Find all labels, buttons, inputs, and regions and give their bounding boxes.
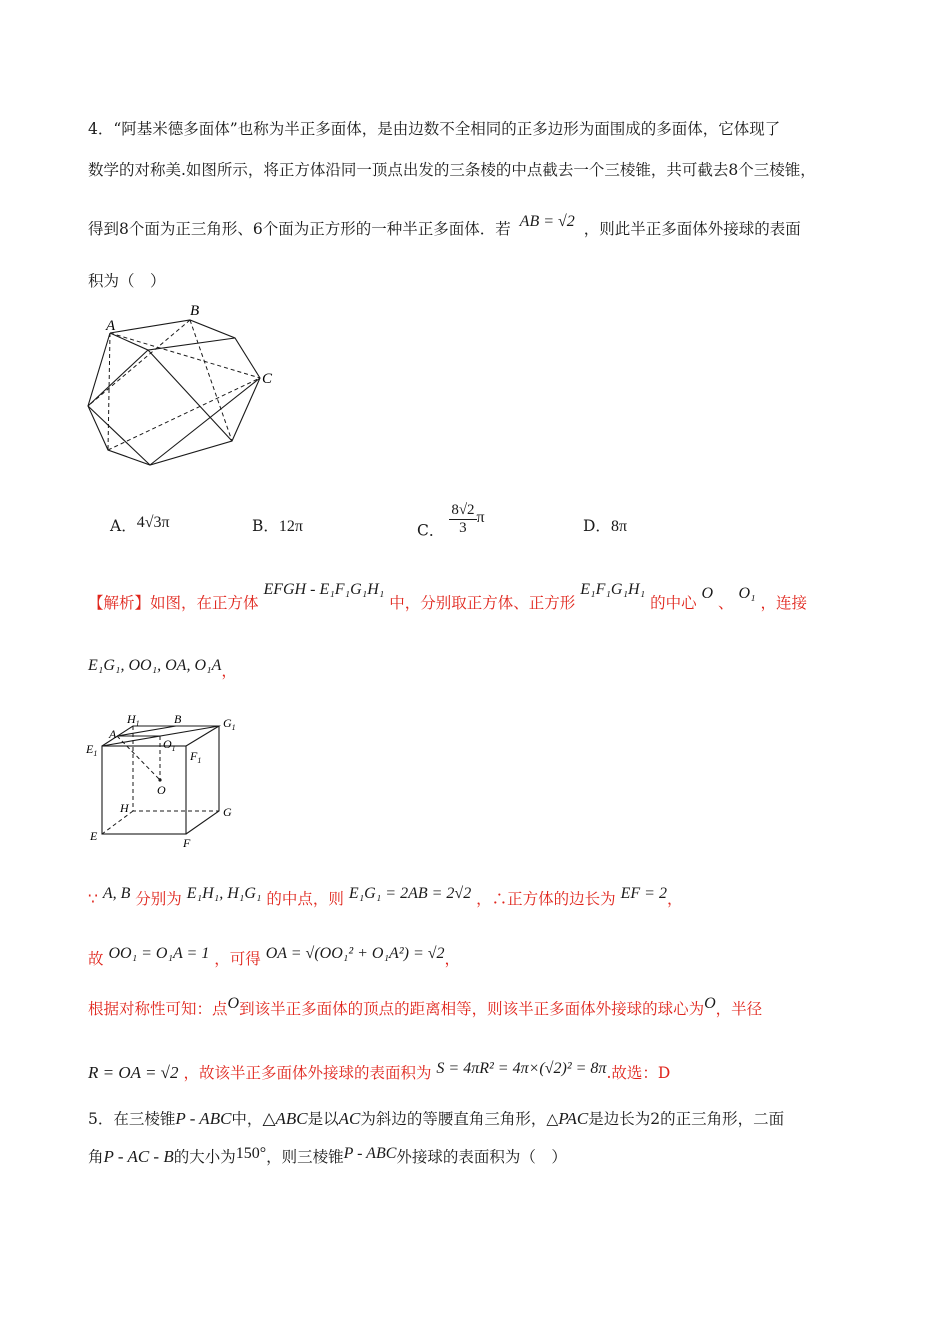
label-h: H <box>120 801 129 815</box>
math-o1: O₁ <box>738 585 756 602</box>
math-radius: R = OA = √2 <box>88 1063 179 1082</box>
q5-line-1 <box>88 1108 784 1130</box>
polyhedron-outline <box>88 320 260 465</box>
q5-text: 中， <box>231 1110 263 1128</box>
choice-b-key: B． <box>252 517 279 535</box>
choice-a-value: 4√3π <box>136 514 170 531</box>
math-o: O <box>704 995 716 1012</box>
solution-text: 根据对称性可知：点 <box>88 1000 228 1018</box>
q4-condition-math: AB = √2 <box>519 213 575 230</box>
polyhedron-edge <box>150 378 260 465</box>
label-e1: $E_1$ <box>86 742 98 758</box>
choice-a[interactable] <box>110 514 170 536</box>
q5-text: 角 <box>88 1148 104 1166</box>
polyhedron-figure <box>80 298 290 473</box>
solution-text: 故 <box>88 950 104 968</box>
solution-text: ，∴正方体的边长为 <box>476 890 616 908</box>
point-o <box>158 778 161 781</box>
choice-c-key: C． <box>417 521 445 540</box>
label-g: G <box>223 805 232 819</box>
label-f: F <box>183 836 191 850</box>
label-h1: $H_1$ <box>127 712 140 728</box>
math-oo1: OO₁ = O₁A = 1 <box>108 945 210 962</box>
q4-text: 得到8个面为正三角形、6个面为正方形的一种半正多面体．若 <box>88 220 511 238</box>
choice-c[interactable] <box>417 502 485 549</box>
polyhedron-edge <box>88 406 150 465</box>
cube-front-face <box>102 746 186 834</box>
choice-b-value: 12π <box>278 518 303 535</box>
math-ab: A, B <box>102 885 131 902</box>
choice-a-key: A． <box>110 517 137 535</box>
math-ef: EF = 2 <box>620 885 667 902</box>
label-a: A <box>109 727 117 741</box>
solution-text: ，可得 <box>214 950 261 968</box>
solution-text: ，故该半正多面体外接球的表面积为 <box>183 1064 432 1082</box>
q5-line-2 <box>88 1146 567 1169</box>
fraction-denominator: 3 <box>459 520 467 536</box>
choice-b[interactable] <box>252 514 303 536</box>
q5-text: 是以 <box>307 1110 339 1128</box>
q5-text: 是边长为2的正三角形，二面 <box>588 1110 785 1128</box>
choice-d-value: 8π <box>610 518 628 535</box>
solution-text: 中，分别取正方体、正方形 <box>389 594 576 612</box>
fraction-numerator: 8√2 <box>451 502 475 518</box>
solution-text: ， <box>666 890 683 908</box>
label-c: C <box>262 371 273 387</box>
q4-line-3 <box>88 213 801 241</box>
choice-c-pi: π <box>476 508 485 526</box>
math-ac: AC <box>338 1109 361 1128</box>
math-o: O <box>227 995 240 1012</box>
solution-text: ，半径 <box>715 1000 763 1018</box>
q5-text: 外接球的表面积为（ ） <box>396 1148 567 1166</box>
q5-text: 为斜边的等腰直角三角形，△ <box>360 1110 559 1128</box>
polyhedron-front-edges <box>110 333 235 350</box>
label-g1: $G_1$ <box>223 716 236 732</box>
math-pabc: P - ABC <box>175 1109 232 1128</box>
math-e1g1: E₁G₁ = 2AB = 2√2 <box>348 885 472 902</box>
math-o: O <box>701 585 714 602</box>
solution-text: 到该半正多面体的顶点的距离相等，则该半正多面体外接球的球心为 <box>239 1000 705 1018</box>
solution-answer: .故选：D <box>606 1064 671 1082</box>
math-face: E₁F₁G₁H₁ <box>580 581 646 598</box>
solution-text: ，连接 <box>760 594 808 612</box>
solution-text: 的中点，则 <box>266 890 344 908</box>
label-b: B <box>174 712 182 726</box>
choice-d[interactable] <box>583 514 627 536</box>
math-150-degrees: 150° <box>235 1145 267 1162</box>
polyhedron-hidden-edge <box>110 333 260 378</box>
label-a: A <box>106 318 116 334</box>
q5-text: 5．在三棱锥 <box>88 1110 176 1128</box>
q4-line-2: 数学的对称美.如图所示，将正方体沿同一顶点出发的三条棱的中点截去一个三棱锥，共可截去8个三棱锥， <box>88 161 816 179</box>
solution-text: ， <box>221 662 237 680</box>
solution-text: ， <box>444 950 461 968</box>
math-dihedral-angle: P - AC - B <box>103 1147 174 1166</box>
segment-oa <box>117 736 160 780</box>
label-f1: $F_1$ <box>190 749 202 765</box>
polyhedron-edge <box>148 350 232 441</box>
label-o: O <box>157 783 166 797</box>
math-cube: EFGH - E₁F₁G₁H₁ <box>263 581 385 598</box>
solution-line-1 <box>88 581 808 615</box>
math-oa: OA = √(OO₁² + O₁A²) = √2 <box>265 945 445 962</box>
math-pac: PAC <box>558 1109 589 1128</box>
math-surface-area: S = 4πR² = 4π×(√2)² = 8π <box>436 1060 607 1077</box>
math-segments: E₁G₁, OO₁, OA, O₁A <box>88 657 222 674</box>
because-symbol: ∵ <box>88 890 98 908</box>
polyhedron-hidden-edge <box>108 333 110 450</box>
solution-text: 、 <box>718 594 734 612</box>
cube-right-back <box>186 726 219 834</box>
polyhedron-hidden-edge <box>88 320 190 406</box>
label-e: E <box>90 829 98 843</box>
math-edges: E₁H₁, H₁G₁ <box>186 885 262 902</box>
solution-text: 的中心 <box>650 594 697 612</box>
choice-c-fraction <box>449 502 476 537</box>
q5-text: 的大小为 <box>173 1148 236 1166</box>
math-pabc: P - ABC <box>343 1145 397 1162</box>
q4-line-1: 4．“阿基米德多面体”也称为半正多面体，是由边数不全相同的正多边形为面围成的多面体，它体现了 <box>88 120 781 138</box>
label-b: B <box>190 303 200 319</box>
solution-line-5 <box>88 995 763 1021</box>
solution-line-4 <box>88 945 461 971</box>
q4-text: ，则此半正多面体外接球的表面 <box>583 220 801 238</box>
q4-line-4: 积为（ ） <box>88 272 166 290</box>
math-triangle-abc: △ABC <box>262 1109 308 1128</box>
choice-d-key: D． <box>583 517 611 535</box>
q5-text: ，则三棱锥 <box>266 1148 344 1166</box>
cube-figure <box>80 708 250 853</box>
solution-line-3 <box>88 885 683 911</box>
solution-tag: 【解析】如图，在正方体 <box>88 594 259 612</box>
solution-line-6 <box>88 1062 670 1085</box>
solution-line-2 <box>88 657 237 683</box>
label-o1: $O_1$ <box>163 737 176 753</box>
solution-text: 分别为 <box>135 890 182 908</box>
polyhedron-hidden-edge <box>190 320 232 441</box>
